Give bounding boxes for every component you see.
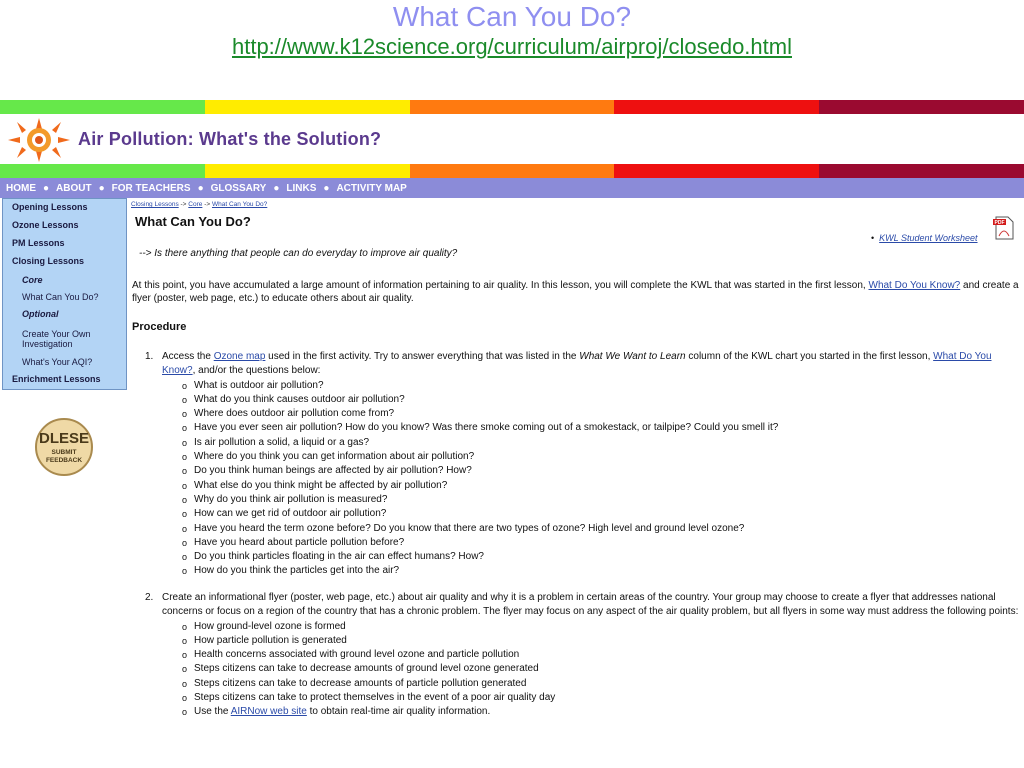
breadcrumb-core[interactable]: Core	[188, 201, 203, 208]
color-stripe-top	[0, 100, 1024, 114]
sidebar-item-pm-lessons[interactable]: PM Lessons	[12, 238, 65, 248]
lesson-sidebar	[2, 198, 127, 390]
what-do-you-know-link[interactable]: What Do You Know?	[868, 280, 961, 291]
airnow-link[interactable]: AIRNow web site	[230, 706, 307, 718]
website-screenshot	[0, 100, 1024, 743]
source-url-link[interactable]: http://www.k12science.org/curriculum/airproj/closedo.html	[231, 34, 792, 59]
list-item: o Have you heard about particle pollution before?	[182, 536, 1020, 550]
question-list	[182, 379, 1020, 579]
list-item: o Where do you think you can get information about air pollution?	[182, 450, 1020, 464]
sidebar-item-label: Create Your Own	[22, 329, 91, 339]
page-title: What Can You Do?	[135, 214, 251, 229]
dlese-submit-feedback: SUBMIT FEEDBACK	[45, 449, 83, 464]
kwl-worksheet-link[interactable]: KWL Student Worksheet	[879, 233, 978, 243]
list-item: o Use the AIRNow web site to obtain real-time air quality information.	[182, 705, 1020, 719]
sidebar-item-closing-lessons[interactable]: Closing Lessons	[12, 256, 85, 266]
list-item: o Where does outdoor air pollution come from?	[182, 407, 1020, 421]
breadcrumb: Closing Lessons -> Core -> What Can You Do?	[131, 201, 268, 208]
nav-glossary[interactable]: GLOSSARY	[210, 182, 267, 194]
nav-home[interactable]: HOME	[6, 182, 36, 194]
sidebar-item-enrichment-lessons[interactable]: Enrichment Lessons	[12, 374, 101, 384]
sidebar-item-opening-lessons[interactable]: Opening Lessons	[12, 202, 88, 212]
site-name: Air Pollution: What's the Solution?	[78, 129, 382, 149]
step-2-text: Create an informational flyer (poster, web page, etc.) about air quality and why it is a problem in certain areas of the country. Your group may choose to create a flyer that addresses national concerns or focus on a region of the country that has a chronic problem. The flyer may focus on any aspect of the air quality problem, but all flyers in some way must address the following points:	[162, 592, 1019, 618]
nav-separator: ●	[98, 182, 105, 194]
dlese-label: DLESE	[38, 430, 89, 447]
ozone-map-link[interactable]: Ozone map	[213, 351, 266, 362]
sidebar-item-core: Core	[22, 275, 43, 285]
sun-logo-icon[interactable]	[4, 116, 74, 164]
sidebar-item-create-investigation[interactable]	[22, 329, 91, 349]
sidebar-item-whats-your-aqi[interactable]: What's Your AQI?	[22, 357, 93, 367]
list-item: o Do you think particles floating in the air can effect humans? How?	[182, 550, 1020, 564]
pdf-icon[interactable]	[993, 216, 1015, 240]
kwl-worksheet-item: • KWL Student Worksheet	[871, 233, 978, 243]
list-item: o Have you ever seen air pollution? How do you know? Was there smoke coming out of a smokestack, or tailpipe? Could you smell it?	[182, 421, 1020, 435]
list-item: o Have you heard the term ozone before? Do you know that there are two types of ozone? High level and ground level ozone?	[182, 522, 1020, 536]
dlese-feedback-badge[interactable]	[35, 418, 93, 476]
sidebar-item-label: Investigation	[22, 339, 73, 349]
color-stripe-bottom	[0, 164, 1024, 178]
list-item: o How ground-level ozone is formed	[182, 620, 1020, 634]
list-item: o How do you think the particles get into the air?	[182, 564, 1020, 578]
nav-for-teachers[interactable]: FOR TEACHERS	[111, 182, 191, 194]
slide-url	[0, 33, 1024, 61]
nav-separator: ●	[197, 182, 204, 194]
list-item: o Why do you think air pollution is measured?	[182, 493, 1020, 507]
sidebar-item-what-can-you-do[interactable]: What Can You Do?	[22, 292, 99, 302]
breadcrumb-closing-lessons[interactable]: Closing Lessons	[131, 201, 179, 208]
list-item: o Steps citizens can take to protect themselves in the event of a poor air quality day	[182, 691, 1020, 705]
flyer-points-list	[182, 620, 1020, 720]
nav-activity-map[interactable]: ACTIVITY MAP	[336, 182, 407, 194]
site-banner	[0, 114, 1024, 164]
list-item: o What else do you think might be affected by air pollution?	[182, 479, 1020, 493]
procedure-step-1	[145, 350, 1020, 579]
list-item: o How particle pollution is generated	[182, 634, 1020, 648]
svg-text:PDF: PDF	[994, 220, 1005, 226]
lesson-content	[131, 198, 1021, 743]
list-item: o What do you think causes outdoor air pollution?	[182, 393, 1020, 407]
nav-about[interactable]: ABOUT	[56, 182, 92, 194]
step-number: 1.	[145, 351, 154, 362]
sidebar-item-ozone-lessons[interactable]: Ozone Lessons	[12, 220, 79, 230]
procedure-step-2	[145, 591, 1020, 720]
list-item: o Is air pollution a solid, a liquid or a gas?	[182, 436, 1020, 450]
nav-links[interactable]: LINKS	[286, 182, 317, 194]
guiding-question: --> Is there anything that people can do everyday to improve air quality?	[139, 248, 458, 259]
list-item: o What is outdoor air pollution?	[182, 379, 1020, 393]
intro-paragraph: At this point, you have accumulated a large amount of information pertaining to air quality. In this lesson, you will complete the KWL that was started in the first lesson, What Do You Know? and create a flyer (poster, web page, etc.) to educate others about air quality.	[132, 280, 1019, 304]
list-item: o Do you think human beings are affected by air pollution? How?	[182, 464, 1020, 478]
top-navigation	[0, 178, 1024, 198]
nav-separator: ●	[43, 182, 50, 194]
list-item: o How can we get rid of outdoor air pollution?	[182, 507, 1020, 521]
list-item: o Steps citizens can take to decrease amounts of particle pollution generated	[182, 677, 1020, 691]
nav-separator: ●	[273, 182, 280, 194]
list-item: o Steps citizens can take to decrease amounts of ground level ozone generated	[182, 662, 1020, 676]
sidebar-item-optional: Optional	[22, 309, 59, 319]
slide-title: What Can You Do?	[392, 1, 632, 32]
procedure-heading: Procedure	[132, 321, 187, 333]
breadcrumb-current[interactable]: What Can You Do?	[211, 201, 268, 208]
nav-separator: ●	[323, 182, 330, 194]
what-do-you-know-link[interactable]: What Do You Know?	[162, 351, 992, 377]
list-item: o Health concerns associated with ground level ozone and particle pollution	[182, 648, 1020, 662]
step-1-text: Access the Ozone map used in the first activity. Try to answer everything that was listed in the What We Want to Learn column of the KWL chart you started in the first lesson, What Do You Know?, and/or the questions below:	[162, 351, 992, 377]
step-number: 2.	[145, 592, 154, 603]
